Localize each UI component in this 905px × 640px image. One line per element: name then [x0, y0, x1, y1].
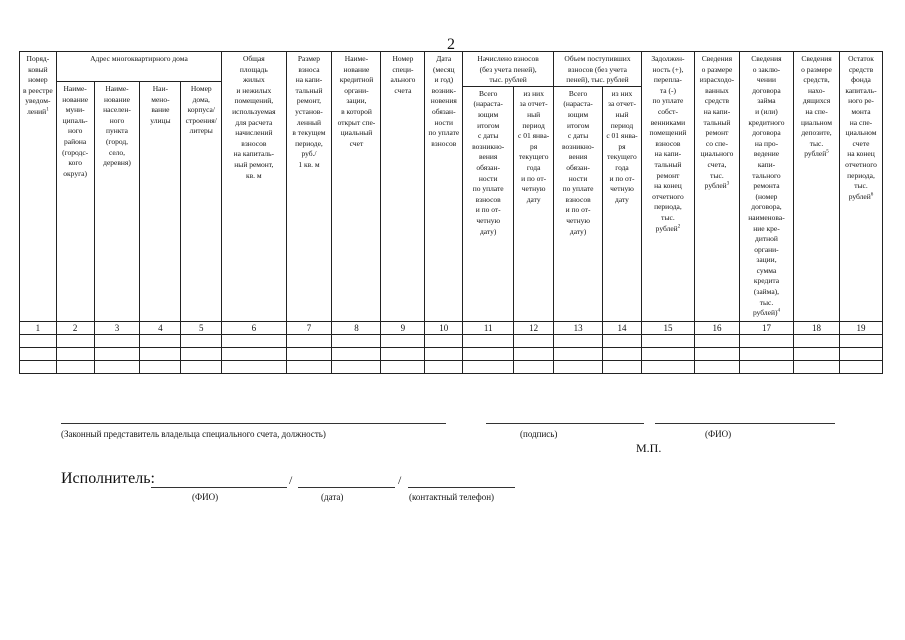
column-number: 19 [839, 321, 882, 334]
header-settlement: Наиме- нование населен- ного пункта (город, село, деревня) [94, 82, 140, 322]
header-spent: Сведения о размере израсходо- ванных средств на капи- тальный ремонт со спе- циального счета, тыс. рублей$^3$ [694, 52, 739, 322]
column-number: 7 [286, 321, 332, 334]
column-number: 9 [381, 321, 425, 334]
header-bank: Наиме- нование кредитной органи- зации, в которой открыт спе- циальный счет [332, 52, 381, 322]
header-seq-number: Поряд- ковый номер в реестре уведом- лений$^1$ [20, 52, 57, 322]
header-balance: Остаток средств фонда капиталь- ного ре- монта на спе- циальном счете на конец отчетного периода, тыс. рублей$^6$ [839, 52, 882, 322]
executor-date-line[interactable] [298, 487, 395, 488]
column-number: 1 [20, 321, 57, 334]
representative-line[interactable] [61, 423, 446, 424]
header-deposit: Сведения о размере средств, нахо- дящихся на спе- циальном депозите, тыс. рублей$^5$ [794, 52, 840, 322]
header-house: Номер дома, корпуса/ строения/ литеры [181, 82, 222, 322]
signature-line[interactable] [486, 423, 644, 424]
column-number: 12 [514, 321, 554, 334]
header-street: Наи- мено- вание улицы [140, 82, 181, 322]
header-loan: Сведения о заклю- чении договора займа и (или) кредитного договора на про- ведение капи- тального ремонта (номер договора, наименова- ние кре- дитной органи- зации, сумма кредита (займа), тыс. рублей)$^4$ [739, 52, 793, 322]
column-number: 10 [425, 321, 463, 334]
column-number: 13 [554, 321, 603, 334]
header-accrued-total: Всего (нараста- ющим итогом с даты возникно- вения обязан- ности по уплате взносов и по от- четную дату) [463, 86, 514, 321]
executor-phone-caption: (контактный телефон) [409, 492, 495, 502]
report-table [19, 51, 883, 374]
column-number: 8 [332, 321, 381, 334]
column-number: 3 [94, 321, 140, 334]
column-number: 4 [140, 321, 181, 334]
header-account: Номер специ- ального счета [381, 52, 425, 322]
signature-caption: (подпись) [520, 429, 558, 439]
executor-fio-line[interactable] [151, 487, 287, 488]
header-debt: Задолжен- ность (+), перепла- та (-) по уплате собст- венниками помещений взносов на капи- тальный ремонт на конец отчетного периода, тыс. рублей$^2$ [641, 52, 694, 322]
executor-phone-line[interactable] [408, 487, 515, 488]
column-number: 5 [181, 321, 222, 334]
stamp-label: М.П. [636, 441, 662, 455]
column-number: 6 [222, 321, 286, 334]
header-rate: Размер взноса на капи- тальный ремонт, установ- ленный в текущем периоде, руб./ 1 кв. м [286, 52, 332, 322]
table-row [20, 360, 883, 373]
header-address-group: Адрес многоквартирного дома [56, 52, 221, 82]
header-area: Общая площадь жилых и нежилых помещений, используемая для расчета начислений взносов на капиталь- ный ремонт, кв. м [222, 52, 286, 322]
executor-date-caption: (дата) [321, 492, 344, 502]
column-number: 17 [739, 321, 793, 334]
executor-label: Исполнитель: [61, 470, 155, 487]
table-row [20, 347, 883, 360]
executor-fio-caption: (ФИО) [192, 492, 219, 502]
slash-separator: / [289, 473, 293, 487]
column-numbers-row [20, 321, 883, 334]
table-row [20, 334, 883, 347]
column-number: 14 [603, 321, 642, 334]
header-received-total: Всего (нараста- ющим итогом с даты возникно- вения обязан- ности по уплате взносов и по от- четную дату) [554, 86, 603, 321]
header-accrued-group: Начислено взносов (без учета пеней), тыс. рублей [463, 52, 554, 87]
column-number: 11 [463, 321, 514, 334]
column-number: 15 [641, 321, 694, 334]
fio-line[interactable] [655, 423, 835, 424]
representative-caption: (Законный представитель владельца специального счета, должность) [61, 429, 326, 439]
header-municipality: Наиме- нование муни- ципаль- ного района (городс- кого округа) [56, 82, 94, 322]
slash-separator: / [398, 473, 402, 487]
header-accrued-since-january: из них за отчет- ный период с 01 янва- ря текущего года и по от- четную дату [514, 86, 554, 321]
header-received-group: Объем поступивших взносов (без учета пеней), тыс. рублей [554, 52, 642, 87]
column-number: 2 [56, 321, 94, 334]
header-received-since-january: из них за отчет- ный период с 01 янва- ря текущего года и по от- четную дату [603, 86, 642, 321]
page-number: 2 [447, 36, 455, 53]
column-number: 16 [694, 321, 739, 334]
fio-caption: (ФИО) [705, 429, 732, 439]
header-obligation-date: Дата (месяц и год) возник- новения обязан- ности по уплате взносов [425, 52, 463, 322]
column-number: 18 [794, 321, 840, 334]
